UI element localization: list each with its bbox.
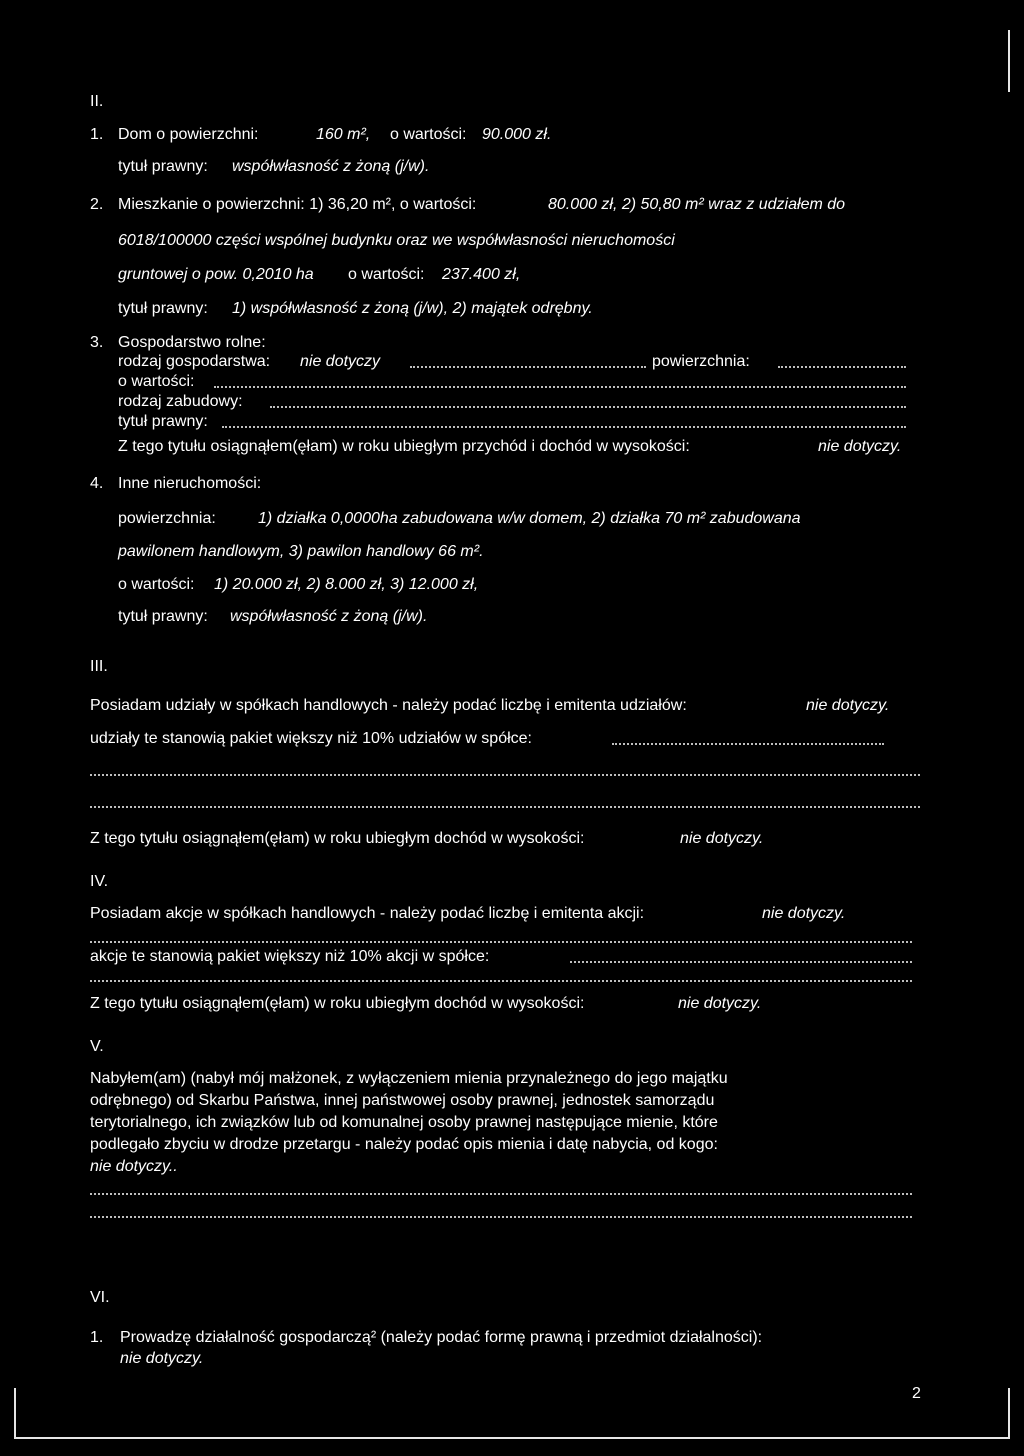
item-3-heading: Gospodarstwo rolne: [118,334,266,351]
item-1-title-value: współwłasność z żoną (j/w). [232,158,430,175]
item-2-line-3c: 237.400 zł, [442,266,521,283]
section-vi-heading: VI. [90,1289,110,1306]
section-v-value: nie dotyczy.. [90,1158,178,1175]
item-3-building-dots [270,406,906,408]
item-4-title-label: tytuł prawny: [118,608,208,625]
section-iv-line-1-value: nie dotyczy. [762,905,846,922]
item-3-income-label: Z tego tytułu osiągnąłem(ęłam) w roku ubiegłym przychód i dochód w wysokości: [118,438,690,455]
item-4-area-value-2: pawilonem handlowym, 3) pawilon handlowy 66 m². [118,543,484,560]
section-v-blank-line-1 [90,1193,912,1195]
scan-edge-line-right [1008,30,1010,92]
section-v-para-line-1: Nabyłem(am) (nabył mój małżonek, z wyłączeniem mienia przynależnego do jego majątku [90,1070,728,1087]
section-iv-line-2: akcje te stanowią pakiet większy niż 10% akcji w spółce: [90,948,490,965]
section-iii-line-1-value: nie dotyczy. [806,697,890,714]
item-2-number: 2. [90,196,104,213]
section-iv-line-3-value: nie dotyczy. [678,995,762,1012]
item-3-farm-type-dots [410,366,646,368]
item-3-area-dots [778,366,906,368]
item-1-value-label: o wartości: [390,126,467,143]
item-3-value-label: o wartości: [118,373,195,390]
section-vi-item-1-text: Prowadzę działalność gospodarczą² (należy podać formę prawną i przedmiot działalności): [120,1329,763,1346]
section-iv-line-3: Z tego tytułu osiągnąłem(ęłam) w roku ubiegłym dochód w wysokości: [90,995,585,1012]
item-2-line-3a: gruntowej o pow. 0,2010 ha [118,266,314,283]
item-3-value-dots [214,386,906,388]
section-iii-heading: III. [90,658,108,675]
item-3-area-label: powierzchnia: [652,353,750,370]
item-3-farm-type-label: rodzaj gospodarstwa: [118,353,271,370]
section-vi-item-1-number: 1. [90,1329,104,1346]
section-iv-line-2-dots [570,961,912,963]
scan-edge-line-bottom-right [1008,1388,1010,1438]
item-1-label: Dom o powierzchni: [118,126,259,143]
section-iv-line-1: Posiadam akcje w spółkach handlowych - należy podać liczbę i emitenta akcji: [90,905,645,922]
item-4-number: 4. [90,475,104,492]
item-4-title-value: współwłasność z żoną (j/w). [230,608,428,625]
section-v-heading: V. [90,1038,104,1055]
item-1-number: 1. [90,126,104,143]
section-iii-blank-line-1 [90,774,920,776]
section-iv-blank-line-1 [90,941,912,943]
item-3-building-label: rodzaj zabudowy: [118,393,243,410]
section-ii-heading: II. [90,93,104,110]
item-4-value: 1) 20.000 zł, 2) 8.000 zł, 3) 12.000 zł, [214,576,479,593]
item-3-title-label: tytuł prawny: [118,413,208,430]
item-4-area-value: 1) działka 0,0000ha zabudowana w/w domem, 2) działka 70 m² zabudowana [258,510,801,527]
section-iii-line-3-value: nie dotyczy. [680,830,764,847]
scan-edge-line-left [14,1388,16,1438]
item-4-area-label: powierzchnia: [118,510,216,527]
item-2-title-value: 1) współwłasność z żoną (j/w), 2) majątek odrębny. [232,300,593,317]
section-iv-heading: IV. [90,873,109,890]
section-iii-blank-line-2 [90,806,920,808]
item-4-heading: Inne nieruchomości: [118,475,262,492]
section-iii-line-3: Z tego tytułu osiągnąłem(ęłam) w roku ubiegłym dochód w wysokości: [90,830,585,847]
section-v-para-line-3: terytorialnego, ich związków lub od komunalnej osoby prawnej następujące mienie, które [90,1114,718,1131]
item-2-title-label: tytuł prawny: [118,300,208,317]
item-4-value-label: o wartości: [118,576,195,593]
item-3-number: 3. [90,334,104,351]
item-2-line-1a: Mieszkanie o powierzchni: 1) 36,20 m², o wartości: [118,196,477,213]
item-3-income-value: nie dotyczy. [818,438,902,455]
page-number: 2 [912,1385,921,1402]
section-v-para-line-2: odrębnego) od Skarbu Państwa, innej państwowej osoby prawnej, jednostek samorządu [90,1092,715,1109]
item-1-area: 160 m², [316,126,371,143]
section-v-blank-line-2 [90,1216,912,1218]
item-3-farm-type-value: nie dotyczy [300,353,381,370]
section-iii-line-1: Posiadam udziały w spółkach handlowych - należy podać liczbę i emitenta udziałów: [90,697,687,714]
section-v-para-line-4: podlegało zbyciu w drodze przetargu - należy podać opis mienia i datę nabycia, od kogo: [90,1136,718,1153]
item-2-line-1b: 80.000 zł, 2) 50,80 m² wraz z udziałem do [548,196,846,213]
item-2-line-3b: o wartości: [348,266,425,283]
section-iii-line-2: udziały te stanowią pakiet większy niż 10% udziałów w spółce: [90,730,532,747]
scan-edge-line-bottom [14,1437,1010,1439]
item-1-title-label: tytuł prawny: [118,158,208,175]
item-1-value: 90.000 zł. [482,126,552,143]
section-vi-item-1-value: nie dotyczy. [120,1350,204,1367]
section-iv-blank-line-2 [90,980,912,982]
item-2-line-2: 6018/100000 części wspólnej budynku oraz we współwłasności nieruchomości [118,232,675,249]
item-3-title-dots [222,426,906,428]
section-iii-line-2-dots [612,743,884,745]
